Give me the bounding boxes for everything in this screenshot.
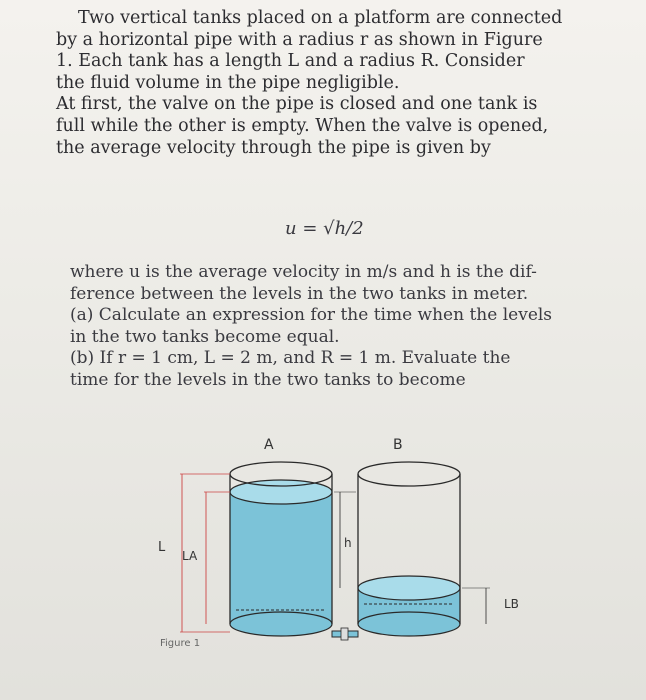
tank-b-water-surface — [358, 576, 460, 600]
text-line: time for the levels in the two tanks to become — [70, 369, 466, 390]
tank-diagram — [150, 432, 570, 662]
dimension-la — [204, 492, 230, 624]
text-line: where u is the average velocity in m/s and h is the dif- — [70, 262, 537, 282]
tank-a-label: A — [264, 437, 274, 453]
tank-b — [358, 462, 460, 636]
text-line: the fluid volume in the pipe negligible. — [56, 72, 400, 93]
text-line: 1. Each tank has a length L and a radius R. Consider — [56, 51, 525, 72]
text-line: (b) If r = 1 cm, L = 2 m, and R = 1 m. Evaluate the — [70, 348, 511, 368]
text-line: At first, the valve on the pipe is closed and one tank is — [56, 94, 538, 115]
problem-details — [70, 262, 615, 391]
tank-a-water-surface — [230, 480, 332, 504]
level-b-label: LB — [504, 597, 519, 611]
level-a-label: LA — [182, 549, 198, 563]
tank-figure — [150, 432, 570, 666]
text-line: (a) Calculate an expression for the time when the levels — [70, 305, 553, 325]
text-line: by a horizontal pipe with a radius r as shown in Figure — [56, 29, 543, 50]
text-line: full while the other is empty. When the valve is opened, — [56, 115, 549, 136]
tank-a-water — [230, 492, 332, 624]
tank-b-label: B — [393, 437, 403, 453]
valve-icon — [341, 628, 348, 640]
text-line: the average velocity through the pipe is given by — [56, 137, 491, 158]
tank-b-bottom — [358, 612, 460, 636]
velocity-formula: u = √h/2 — [285, 218, 364, 239]
dimension-lb — [462, 588, 490, 624]
problem-intro — [56, 8, 616, 159]
text-line: in the two tanks become equal. — [70, 326, 340, 347]
tank-b-top-rim — [358, 462, 460, 486]
connecting-pipe — [332, 628, 358, 640]
length-label: L — [158, 540, 166, 555]
text-line: ference between the levels in the two tanks in meter. — [70, 283, 529, 304]
figure-caption: Figure 1 — [160, 638, 201, 649]
tank-a-bottom — [230, 612, 332, 636]
h-label: h — [344, 536, 352, 550]
text-line: Two vertical tanks placed on a platform are connected — [78, 8, 563, 28]
